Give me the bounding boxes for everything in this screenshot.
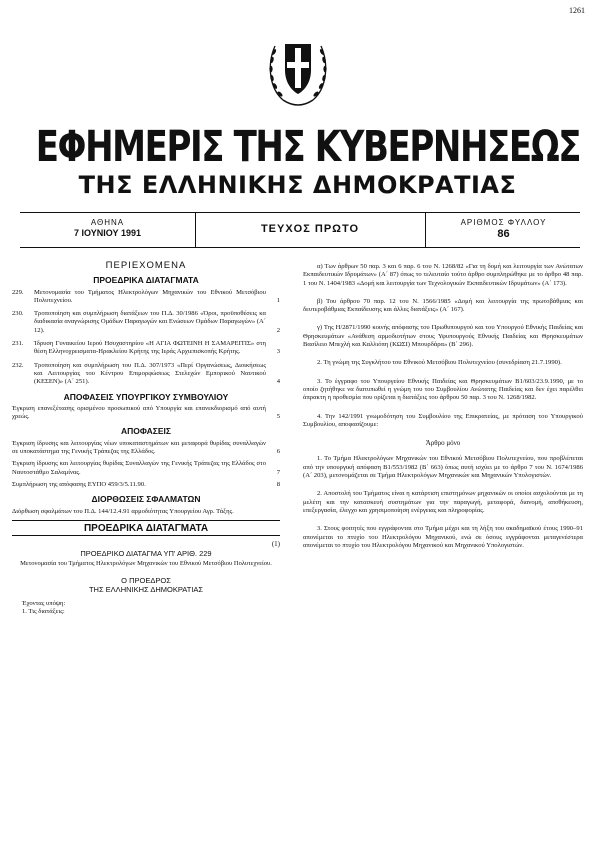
contents-entry: [12, 340, 280, 357]
decree-subject: Μετονομασία του Τμήματος Ηλεκτρολόγων Μηχανικών του Εθνικού Μετσόβιου Πολυτεχνείου.: [20, 559, 272, 567]
entry-text: Τροποποίηση και συμπλήρωση διατάξεων του Π.Δ. 30/1986 «Όροι, προϋποθέσεις κα διαδικασία αναγνώρισης Ομάδων Παραγωγών και Ενώσεων Ομάδων Παραγωγών» (Α΄ 12).: [34, 310, 266, 334]
clause-a: α) Των άρθρων 50 παρ. 3 και 6 παρ. 6 του Ν. 1268/82 «Για τη δομή και λειτουργία των Ανώτατων Εκπαιδευτικών Ιδρυμάτων» (Α΄ 87) όπως το τελευταίο τούτο άρθρο συμπληρώθηκε με το άρθρο 48 παρ. 1 του Ν. 1404/1983 «Δομή και λειτουργία των Τεχνολογικών Εκπαιδευτικών Ιδρυμάτων» (Α΄ 173).: [303, 263, 583, 287]
paragraph-4: 4. Την 142/1991 γνωμοδότηση του Συμβουλίου της Επικρατείας, με πρόταση του Υπουργικού Συμβουλίου, αποφασίζουμε:: [303, 412, 583, 428]
entry-number: 231.: [12, 340, 24, 348]
entry-text: Ίδρυση Γυναικείου Ιερού Ησυχαστηρίου «Η ΑΓΙΑ ΦΩΤΕΙΝΗ Η ΣΑΜΑΡΕΙΤΙΣ» στη θέση Ελληνοχρεισματα-Ηρακλείου Κρήτης της Ιεράς Αρχιεπισκοπής Κρήτης.: [34, 340, 266, 356]
gazette-title: ΕΦΗΜΕΡΙΣ ΤΗΣ ΚΥΒΕΡΝΗΣΕΩΣ: [35, 122, 581, 172]
article-heading: Άρθρο μόνο: [425, 439, 461, 448]
entry-text: Τροποποίηση και συμπλήρωση του Π.Δ. 307/1973 «Περί Οργανώσεως, Διοικήσεως και Λειτουργίας του Κέντρου Επιμορφώσεως Στελεχών Εμπορικού Ναυτικού (ΚΕΣΕΝ)» (Α΄ 251).: [34, 361, 266, 386]
issue-label: ΤΕΥΧΟΣ ΠΡΩΤΟ: [260, 223, 360, 235]
masthead-issue: [195, 213, 425, 247]
entry-text: Έγκριση επανεξέτασης ορισμένου προσωπικού από Υπουργία και επανεκδιορισμό από αυτή χρεώς.: [12, 404, 266, 421]
contents-column: [12, 262, 280, 616]
entry-number: 232.: [12, 361, 24, 369]
entry-text: Συμπλήρωση της απόφασης ΕΥΠΟ 459/3/5.11.90.: [12, 480, 146, 488]
sheet-label: ΑΡΙΘΜΟΣ ΦΥΛΛΟΥ: [460, 218, 547, 227]
entry-text: Έγκριση ίδρυσης και λειτουργίας νέων υποκαταστημάτων και μεταφορά θυρίδας συναλλαγών σε υποκατάστημα της Γενικής Τράπεζας της Ελλάδος.: [12, 439, 266, 456]
entry-text: Διόρθωση σφαλμάτων του Π.Δ. 144/12.4.91 αρμοδιότητας Υπουργείου Αγρ. Τάξης.: [12, 507, 234, 515]
entry-text: Μετονομασία του Τμήματος Ηλεκτρολόγων Μηχανικών του Εθνικού Μετσόβιου Πολυτεχνείου.: [34, 288, 266, 304]
entry-number: 229.: [12, 288, 24, 296]
clause-c: γ) Της Η/2871/1990 κοινής απόφασης του Πρωθυπουργού και του Υπουργού Εθνικής Παιδείας και Θρησκευμάτων «Ανάθεση αρμοδιοτήτων στους Υφυπουργούς Εθνικής Παιδείας και Θρησκευμάτων Βασίλειο Μπεχλή και Καλλιόπη (ΚΩΣΙ) Μπουρδάρα» (Β΄ 296).: [303, 324, 583, 349]
contents-entry: [12, 362, 280, 387]
article-paragraph-2: 2. Αποστολή του Τμήματος είναι η κατάρτιση επιστημόνων μηχανικών οι οποίοι ασχολούνται με τη μελέτη και την κατασκευή συστημάτων για την παραγωγή, μεταφορά, διανομή, αποθήκευση, επεξεργασία, έλεγχο και χρησιμοποίηση ενέργειας και πληροφορίας.: [303, 490, 583, 514]
masthead-sheet: [425, 213, 581, 247]
page-number: 1261: [569, 6, 585, 15]
entry-page: 6: [276, 448, 280, 456]
paragraph-3: 3. Το έγγραφο του Υπουργείου Εθνικής Παιδείας και Θρησκευμάτων Β1/603/23.9.1990, με το οποίο ζητήθηκε να διατυπωθεί η γνώμη του του Συμβουλίου Ανώτατης Παιδείας και δεν έχει παρέλθει άπρακτη η προθεσμία που ορίζεται η διατάξεις του άρθρου 50 παρ. 3 του Ν. 1268/1982.: [303, 377, 583, 402]
cabinet-heading: ΑΠΟΦΑΣΕΙΣ ΥΠΟΥΡΓΙΚΟΥ ΣΥΜΒΟΥΛΙΟΥ: [63, 391, 229, 402]
decree-heading: ΠΡΟΕΔΡΙΚΟ ΔΙΑΤΑΓΜΑ ΥΠ' ΑΡΙΘ. 229: [80, 549, 212, 559]
paragraph-2: 2. Τη γνώμη της Συγκλήτου του Εθνικού Μετσόβιου Πολυτεχνείου (συνεδρίαση 21.7.1990).: [317, 359, 562, 367]
errata-heading: ΔΙΟΡΘΩΣΕΙΣ ΣΦΑΛΜΑΤΩΝ: [91, 494, 201, 505]
president-line2: ΤΗΣ ΕΛΛΗΝΙΚΗΣ ΔΗΜΟΚΡΑΤΙΑΣ: [88, 584, 204, 594]
decree-body-column: [303, 263, 583, 560]
contents-entry: [12, 289, 280, 306]
section-divider: [12, 520, 280, 521]
decree-marker: (1): [271, 540, 280, 549]
contents-entry: [12, 508, 280, 516]
masthead-bar: [20, 212, 580, 248]
entry-number: 230.: [12, 310, 24, 318]
article-paragraph-3: 3. Στους φοιτητές που εγγράφονται στο Τμήμα μέχρι και τη λήξη του ακαδημαϊκού έτους 1990–91 απονέμεται το πτυχίο του Ηλεκτρολόγου Μηχανικού, ενώ σε όσους εγγράφονται μεταγενέστερα απονέμεται το πτυχίο του Ηλεκτρολόγου Μηχανικού και Μηχανικού Υπολογιστών.: [303, 525, 583, 549]
decisions-heading: ΑΠΟΦΑΣΕΙΣ: [120, 426, 171, 437]
entry-text: Έγκριση ίδρυσης και λειτουργίας θυρίδας Συναλλαγών της Γενικής Τράπεζας της Ελλάδος στο Ναυτοστάθμο Σαλαμίνας.: [12, 460, 266, 476]
entry-page: 8: [276, 480, 280, 488]
coat-of-arms-emblem: [265, 26, 331, 114]
decree-section-title: ΠΡΟΕΔΡΙΚΑ ΔΙΑΤΑΓΜΑΤΑ: [83, 522, 209, 534]
contents-heading: ΠΕΡΙΕΧΟΜΕΝΑ: [105, 260, 187, 271]
entry-page: 7: [276, 468, 280, 476]
masthead-date: 7 ΙΟΥΝΙΟΥ 1991: [73, 228, 142, 238]
contents-entry: [12, 440, 280, 457]
decrees-heading: ΠΡΟΕΔΡΙΚΑ ΔΙΑΤΑΓΜΑΤΑ: [93, 275, 199, 286]
section-divider: [12, 535, 280, 536]
entry-page: 5: [276, 413, 280, 421]
contents-entry: [12, 310, 280, 335]
entry-page: 3: [276, 348, 280, 356]
decree-considering: Έχοντας υπόψη:: [22, 599, 66, 607]
sheet-number: 86: [497, 228, 510, 240]
president-line1: Ο ΠΡΟΕΔΡΟΣ: [121, 575, 171, 585]
contents-entry: [12, 405, 280, 422]
masthead-city: ΑΘΗΝΑ: [90, 218, 125, 227]
article-paragraph-1: 1. Το Τμήμα Ηλεκτρολόγων Μηχανικών του Εθνικού Μετσόβιου Πολυτεχνείου, που προβλέπεται από την υπουργική απόφαση Β1/553/1982 (Β΄ 663) όπως αυτή ισχύει με το άρθρο 7 του Ν. 1674/1986 (Α΄ 203), μετονομάζεται σε Τμήμα Ηλεκτρολόγων Μηχανικών και Μηχανικών Υπολογιστών.: [303, 455, 583, 480]
decree-item1: 1. Τις διατάξεις:: [22, 608, 65, 616]
clause-b: β) Του άρθρου 70 παρ. 12 του Ν. 1566/1985 «Δομή και λειτουργία της πρωτοβάθμιας και δευτεροβάθμιας Εκπαίδευσης και άλλες διατάξεις» (Α΄ 167).: [303, 297, 583, 314]
entry-page: 2: [276, 326, 280, 334]
masthead-place-date: [20, 213, 196, 247]
gazette-subtitle: ΤΗΣ ΕΛΛΗΝΙΚΗΣ ΔΗΜΟΚΡΑΤΙΑΣ: [78, 171, 517, 199]
contents-entry: [12, 460, 280, 477]
entry-page: 1: [276, 296, 280, 304]
entry-page: 4: [276, 378, 280, 386]
contents-entry: [12, 481, 280, 489]
